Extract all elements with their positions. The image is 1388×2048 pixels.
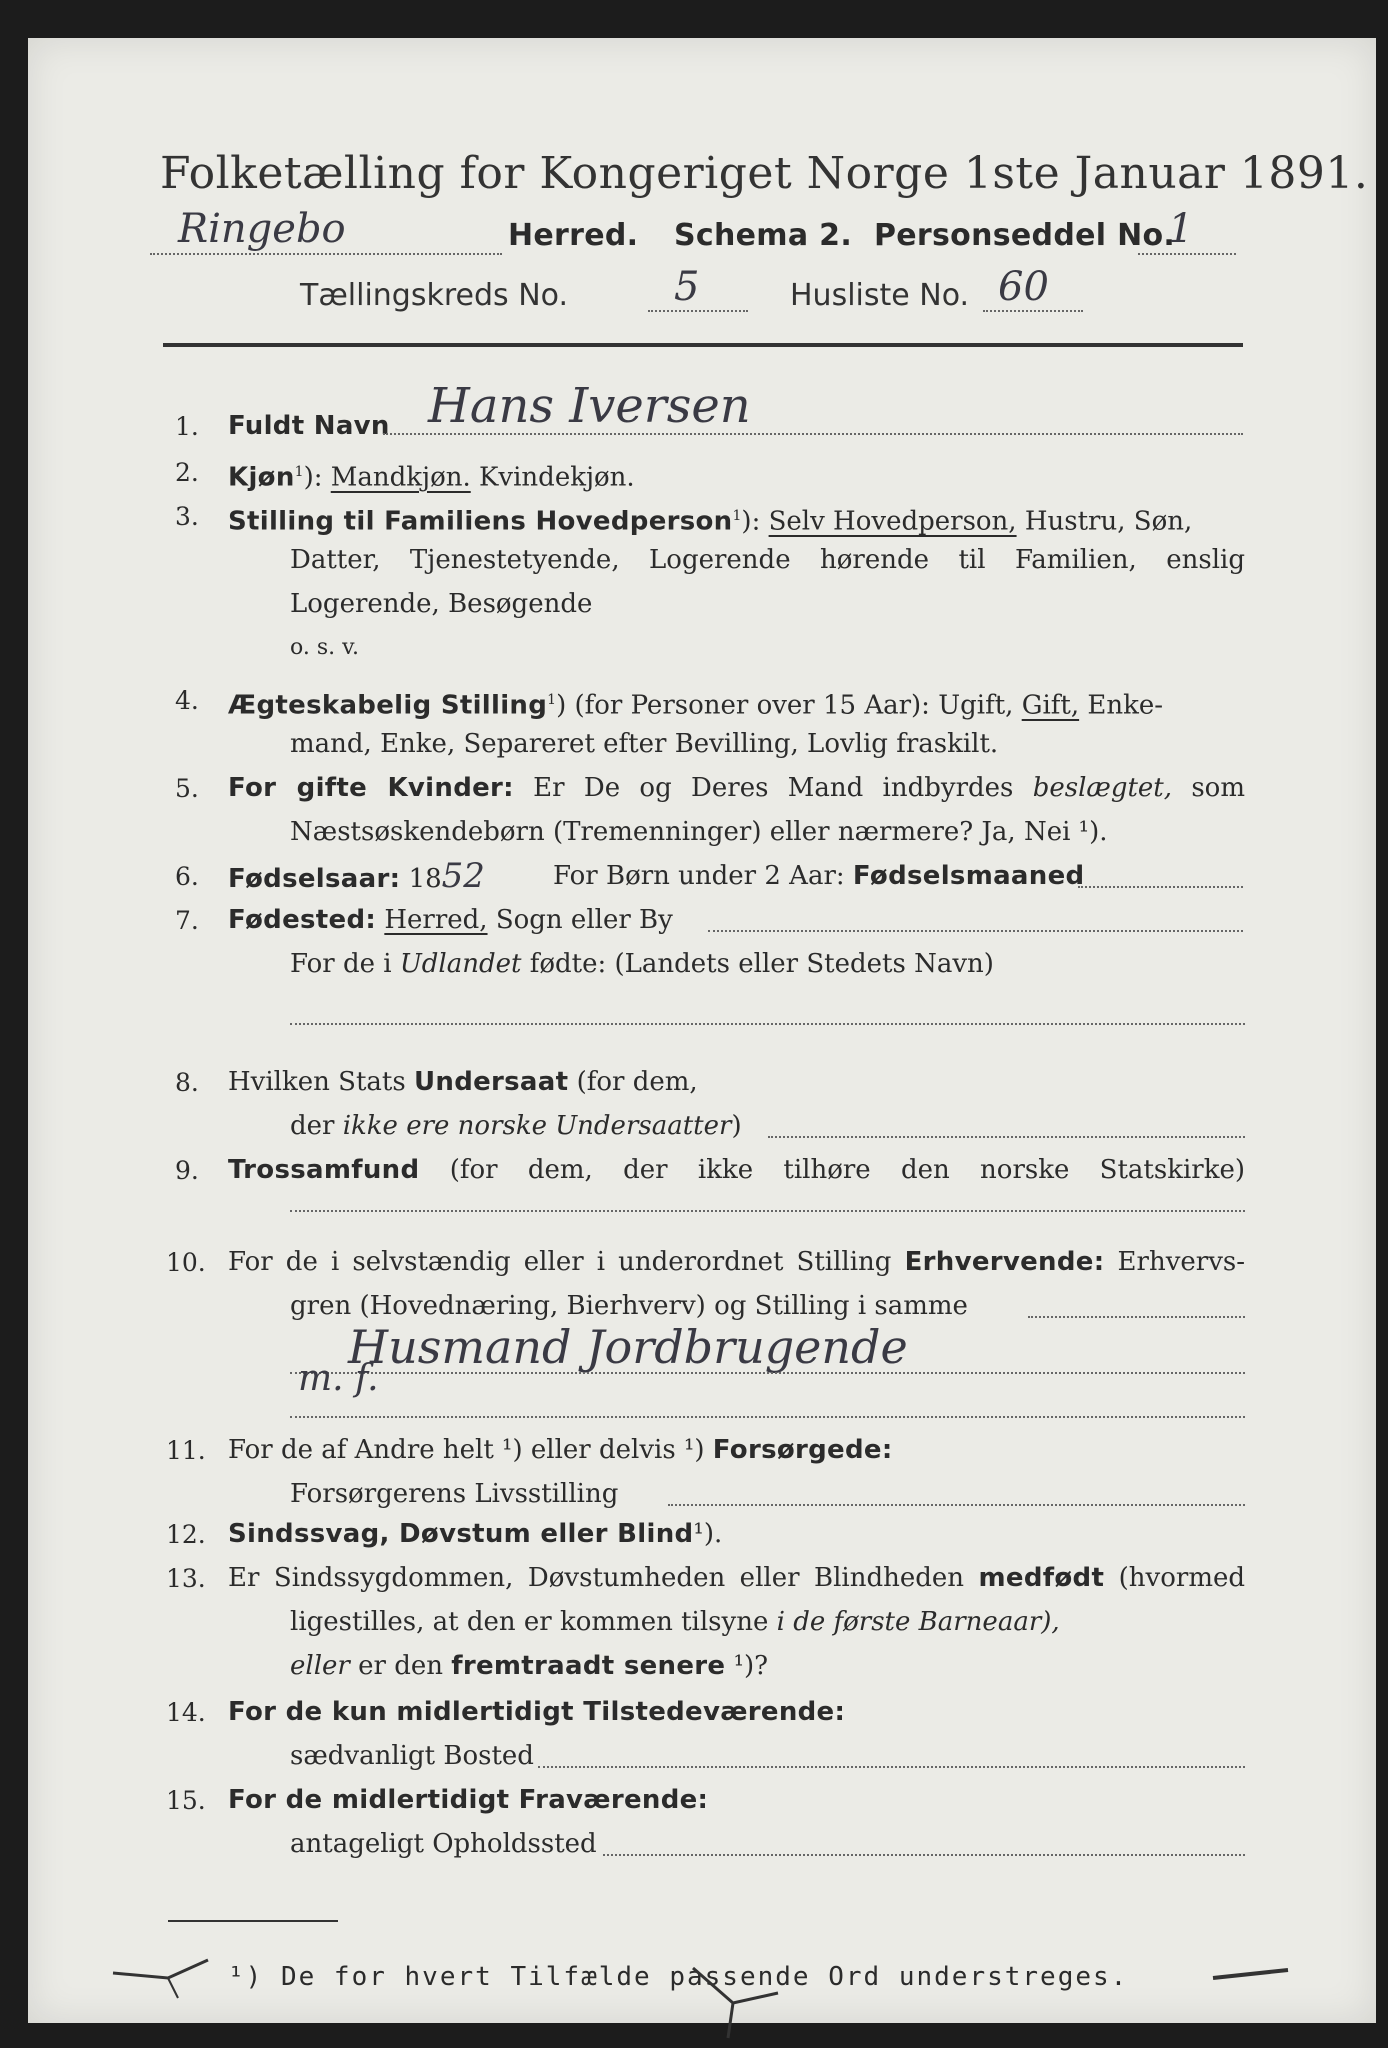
item-5-line2: Næstsøskendebørn (Tremenninger) eller nærmere? Ja, Nei ¹). <box>290 817 1108 847</box>
item-14-line2: sædvanligt Bosted <box>290 1741 534 1771</box>
item-2-sep: ): <box>303 462 323 493</box>
item-4-selected: Gift, <box>1021 690 1080 721</box>
item-4-line1-a: ) (for Personer over 15 Aar): Ugift, <box>556 690 1014 721</box>
item-2-label: Kjøn <box>228 462 295 493</box>
item-11-dots <box>668 1504 1245 1506</box>
item-8-line2-i: ikke ere norske Undersaatter <box>342 1111 732 1141</box>
item-9-label: Trossamfund <box>228 1155 420 1185</box>
item-12-line <box>228 1512 722 1556</box>
personseddel-label: Personseddel No. <box>874 218 1176 253</box>
item-8-line2-a: der <box>290 1111 335 1141</box>
item-6-year-prefix: 18 <box>408 864 442 894</box>
item-6-rest-b: Fødselsmaaned <box>852 861 1085 891</box>
item-8-number: 8. <box>175 1068 199 1097</box>
item-3-line4: o. s. v. <box>290 635 359 660</box>
item-6-rest-a: For Børn under 2 Aar: <box>553 861 845 891</box>
item-3-line3: Logerende, Besøgende <box>290 589 593 619</box>
item-8-dots <box>768 1136 1245 1138</box>
item-8-line2: der ikke ere norske Undersaatter) <box>290 1111 742 1141</box>
kreds-label: Tællingskreds No. <box>300 278 568 313</box>
item-13-line3 <box>290 1644 768 1688</box>
item-7-line2-i: Udlandet <box>399 949 522 979</box>
item-11-line2: Forsørgerens Livsstilling <box>290 1479 619 1509</box>
item-6-number: 6. <box>175 862 199 891</box>
item-7-dots <box>708 930 1243 932</box>
item-2-sup: 1 <box>294 464 304 480</box>
item-13-line3-a: er den <box>358 1651 443 1681</box>
item-6-year-value: 52 <box>441 856 485 896</box>
item-13-line1-b: (hvormed <box>1118 1563 1245 1593</box>
item-3-sup: 1 <box>732 508 742 524</box>
item-10-dots3 <box>290 1416 1245 1418</box>
item-13-line2-a: ligestilles, at den er kommen tilsyne <box>290 1607 769 1637</box>
item-5-line1-i: beslægtet, <box>1032 773 1173 803</box>
item-15-label: For de midlertidigt Fraværende: <box>228 1785 709 1815</box>
item-7-line1 <box>228 898 673 942</box>
husliste-dots <box>983 310 1083 312</box>
item-10-value: Husmand Jordbrugende <box>348 1320 908 1374</box>
item-3-number: 3. <box>175 502 199 531</box>
item-3-line1 <box>228 494 1192 544</box>
item-8-rest: (for dem, <box>576 1067 698 1097</box>
item-13-line3-b: ¹)? <box>733 1651 769 1681</box>
item-9-rest: (for dem, der ikke tilhøre den norske Statskirke) <box>449 1155 1246 1185</box>
item-11-label: Forsørgede: <box>712 1435 893 1465</box>
item-14-dots <box>538 1766 1245 1768</box>
item-3-line1-rest: Hustru, Søn, <box>1024 506 1193 537</box>
census-form-sheet <box>28 38 1376 2023</box>
item-7-number: 7. <box>175 906 199 935</box>
husliste-label: Husliste No. <box>790 278 970 313</box>
item-13-label2: fremtraadt senere <box>451 1651 726 1681</box>
item-10-label: Erhvervende: <box>904 1247 1105 1277</box>
item-4-line2: mand, Enke, Separeret efter Bevilling, Lovlig fraskilt. <box>290 729 999 759</box>
husliste-value: 60 <box>998 264 1049 310</box>
item-7-line2-a: For de i <box>290 949 392 979</box>
item-2-rest: Kvindekjøn. <box>479 462 635 493</box>
item-2-number: 2. <box>175 458 199 487</box>
item-10-line2: gren (Hovednæring, Bierhverv) og Stilling i samme <box>290 1291 968 1321</box>
item-13-number: 13. <box>166 1564 206 1593</box>
item-15-line2: antageligt Opholdssted <box>290 1829 597 1859</box>
item-14-label: For de kun midlertidigt Tilstedeværende: <box>228 1697 846 1727</box>
item-12-number: 12. <box>166 1520 206 1549</box>
item-3-selected: Selv Hovedperson, <box>768 506 1017 537</box>
item-14-number: 14. <box>166 1698 206 1727</box>
item-10-line1-b: Erhvervs- <box>1117 1247 1246 1277</box>
kreds-value: 5 <box>674 264 700 310</box>
item-11-line1 <box>228 1428 893 1472</box>
item-9-dots <box>290 1210 1245 1212</box>
item-13-label: medfødt <box>978 1563 1105 1593</box>
item-13-line2 <box>290 1600 1060 1644</box>
item-12-tail: ¹). <box>693 1519 723 1549</box>
pen-mark-left-icon <box>108 1948 218 2008</box>
item-4-sup: 1 <box>547 692 557 708</box>
item-4-line1-b: Enke- <box>1087 690 1164 721</box>
schema-label: Schema 2. <box>674 218 853 253</box>
item-10-number: 10. <box>166 1248 206 1277</box>
item-2-selected: Mandkjøn. <box>330 462 471 493</box>
personseddel-value: 1 <box>1168 206 1194 252</box>
item-7-line2-b: fødte: (Landets eller Stedets Navn) <box>529 949 994 979</box>
item-5-line1-b: som <box>1191 773 1245 803</box>
item-9-line <box>228 1148 1245 1192</box>
item-5-number: 5. <box>175 774 199 803</box>
item-6-line <box>228 854 485 901</box>
item-12-label: Sindssvag, Døvstum eller Blind <box>228 1519 694 1549</box>
item-7-label: Fødested: <box>228 905 377 935</box>
herred-dots <box>150 253 502 255</box>
item-8-label-b: Undersaat <box>413 1067 569 1097</box>
item-6-rest <box>553 854 1084 898</box>
item-10-dots1 <box>1028 1316 1245 1318</box>
item-4-line1 <box>228 678 1163 728</box>
item-1-value: Hans Iversen <box>428 378 751 434</box>
item-1-dots <box>383 433 1243 435</box>
kreds-dots <box>648 310 748 312</box>
item-8-line1 <box>228 1060 698 1104</box>
item-11-line1-a: For de af Andre helt ¹) eller delvis ¹) <box>228 1435 705 1465</box>
item-7-line2 <box>290 942 994 986</box>
item-3-line2: Datter, Tjenestetyende, Logerende hørende til Familien, enslig <box>290 545 1245 575</box>
item-13-line2-i: i de første Barneaar), <box>776 1607 1060 1637</box>
item-10-line1-a: For de i selvstændig eller i underordnet Stilling <box>228 1247 892 1277</box>
pen-mark-center-icon <box>688 1963 788 2043</box>
item-10-dots2 <box>290 1372 1245 1374</box>
item-11-number: 11. <box>166 1436 206 1465</box>
item-10-line1 <box>228 1240 1245 1284</box>
item-7-selected: Herred, <box>384 905 488 935</box>
item-5-label: For gifte Kvinder: <box>228 773 514 803</box>
herred-value: Ringebo <box>178 206 346 252</box>
item-7-dots2 <box>290 1023 1245 1025</box>
item-8-label-a: Hvilken Stats <box>228 1067 406 1097</box>
item-15-number: 15. <box>166 1786 206 1815</box>
item-7-rest: Sogn eller By <box>495 905 673 935</box>
item-13-line1 <box>228 1556 1245 1600</box>
item-3-sep: ): <box>741 506 761 537</box>
footnote: ¹) De for hvert Tilfælde passende Ord understreges. <box>228 1962 1129 1992</box>
item-13-line3-i: eller <box>290 1651 350 1681</box>
item-9-number: 9. <box>175 1156 199 1185</box>
herred-label: Herred. <box>508 218 639 253</box>
item-1-number: 1. <box>175 412 199 441</box>
item-5-line1-a: Er De og Deres Mand indbyrdes <box>533 773 1014 803</box>
item-13-line1-a: Er Sindssygdommen, Døvstumheden eller Blindheden <box>228 1563 965 1593</box>
personseddel-dots <box>1138 253 1236 255</box>
item-15-dots <box>603 1854 1245 1856</box>
form-title: Folketælling for Kongeriget Norge 1ste Januar 1891. <box>160 148 1369 199</box>
item-6-dots <box>1078 886 1243 888</box>
item-5-line1 <box>228 766 1245 810</box>
pen-mark-right-icon <box>1208 1958 1298 1998</box>
item-4-number: 4. <box>175 686 199 715</box>
item-6-label: Fødselsaar: <box>228 864 401 894</box>
item-3-label: Stilling til Familiens Hovedperson <box>228 506 733 537</box>
item-1-label: Fuldt Navn <box>228 411 390 441</box>
footnote-rule <box>168 1920 338 1922</box>
item-2-line <box>228 450 635 500</box>
item-4-label: Ægteskabelig Stilling <box>228 690 548 721</box>
header-rule <box>163 343 1243 347</box>
item-10-value2: m. f. <box>298 1358 379 1399</box>
